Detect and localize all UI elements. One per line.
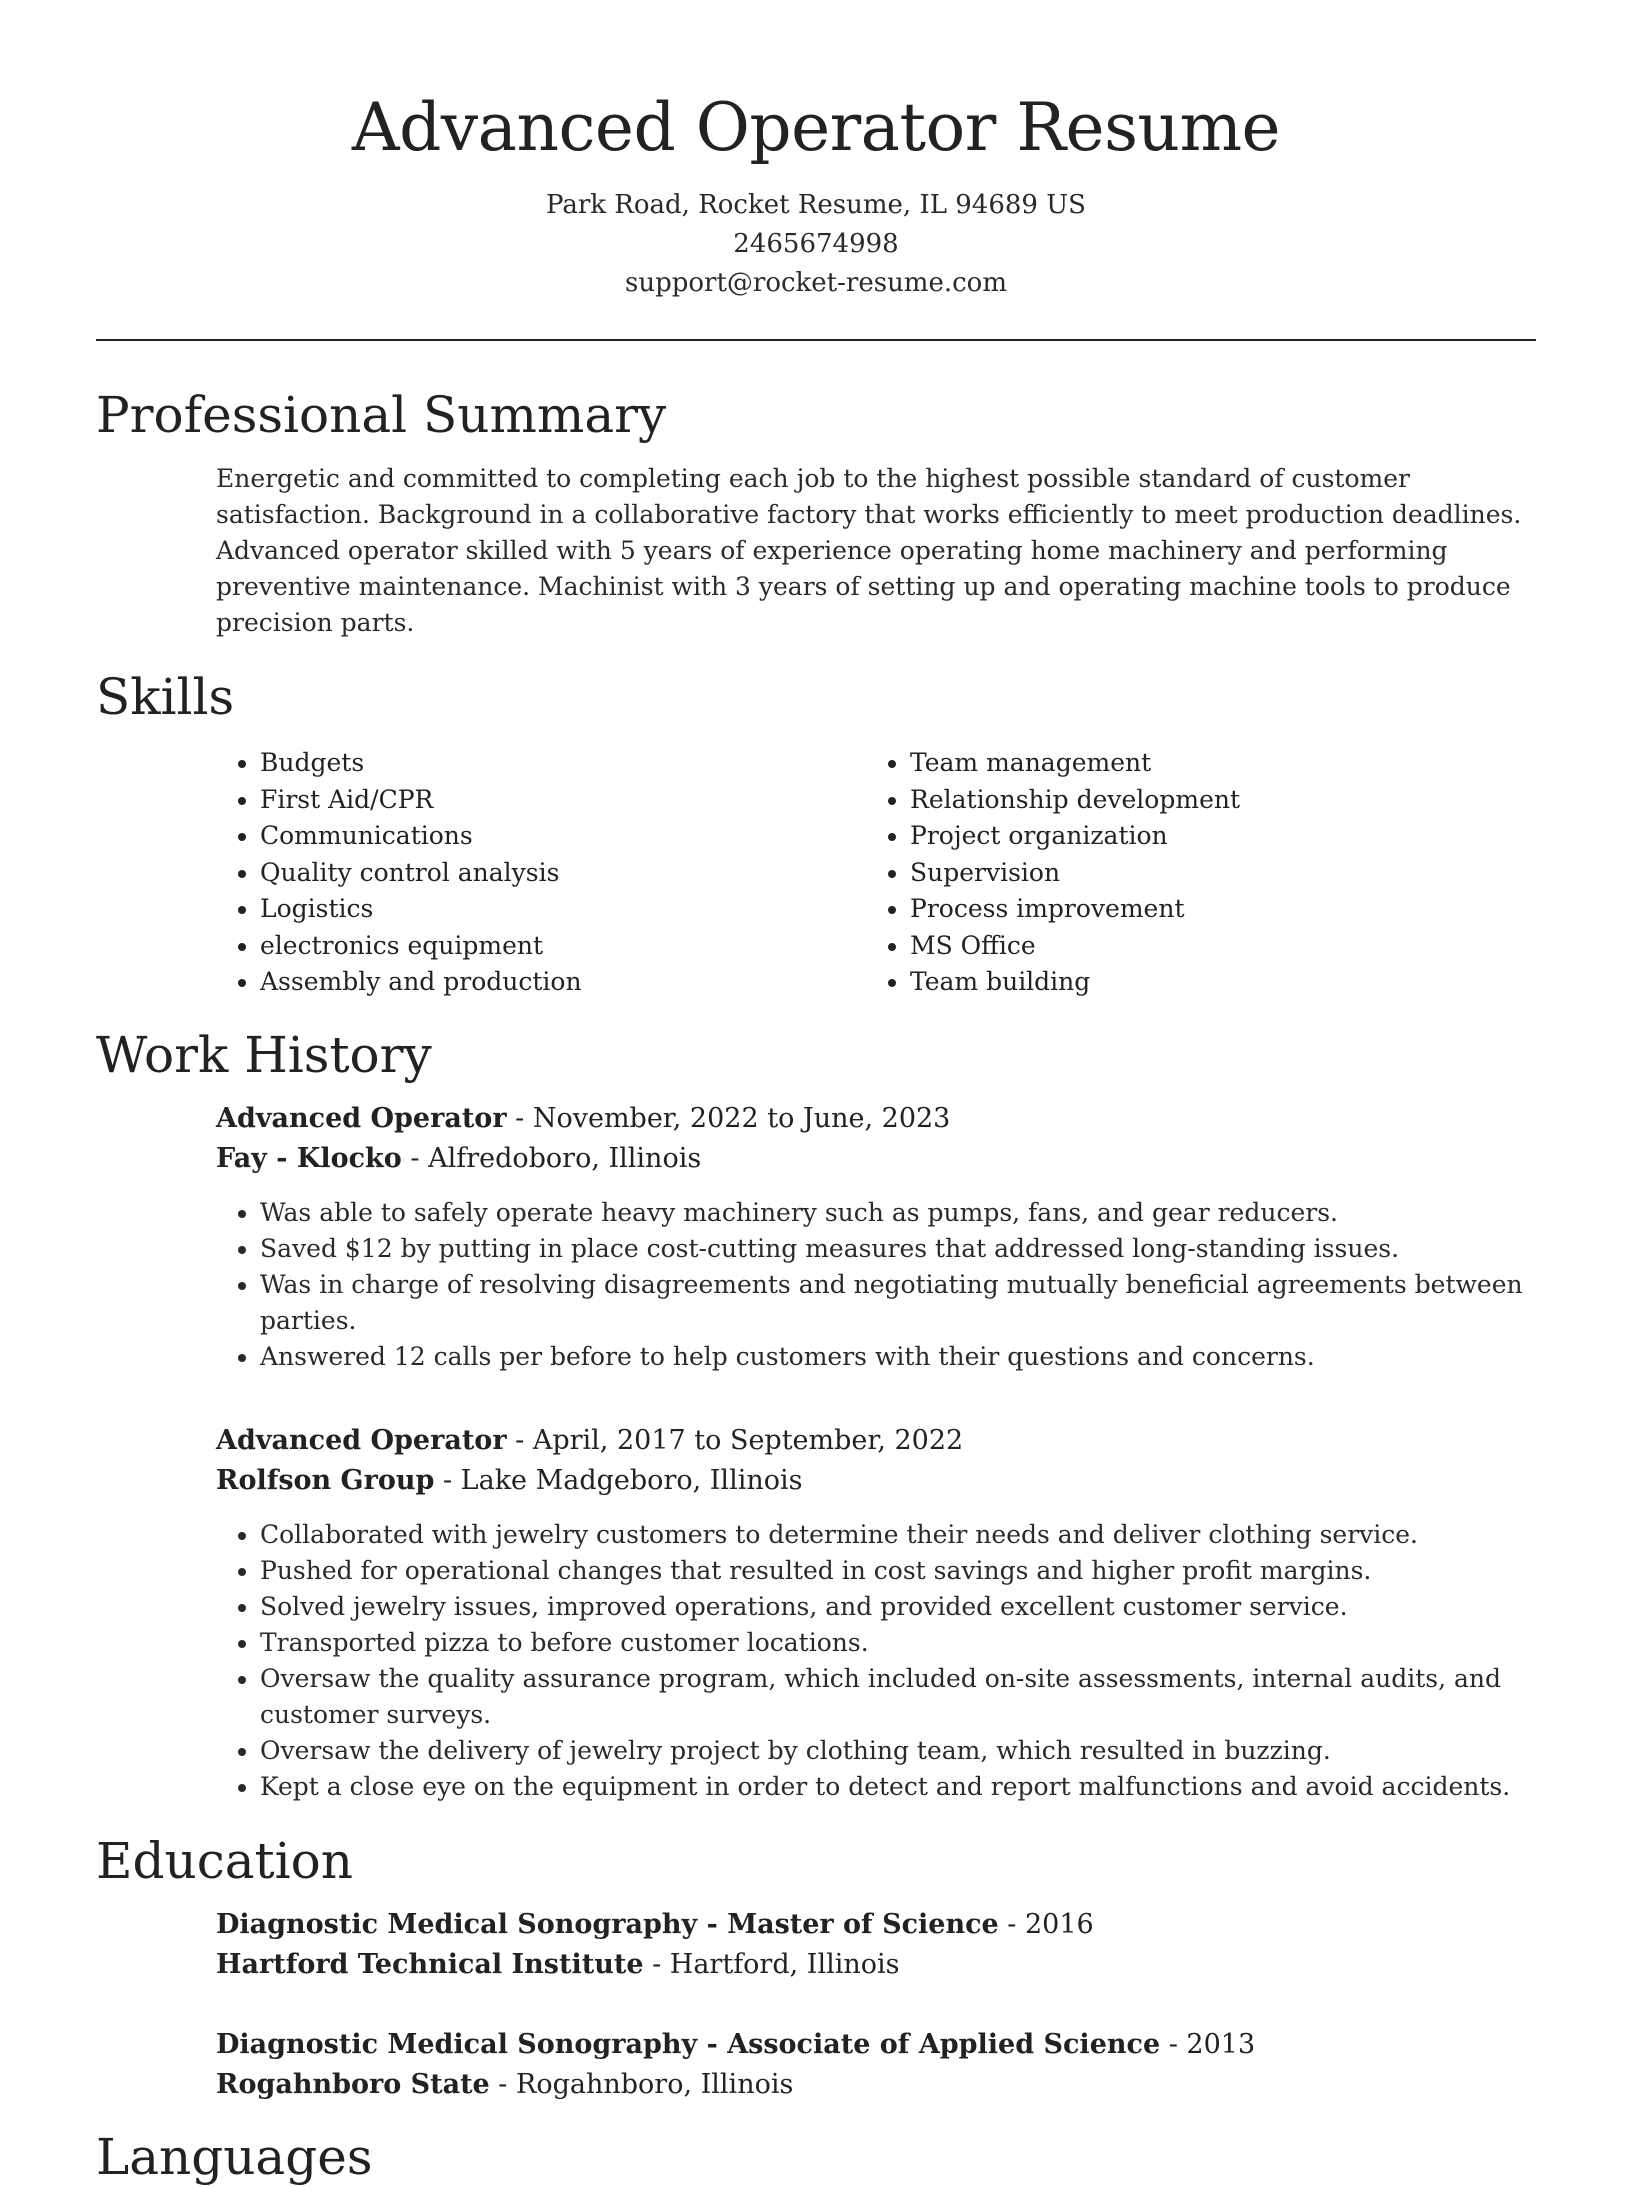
job-title-line (216, 1421, 1536, 1461)
job-bullets (216, 1195, 1536, 1375)
skill-item: • electronics equipment (260, 928, 866, 965)
skill-item: • Relationship development (910, 782, 1516, 819)
resume-header (96, 0, 1536, 303)
skill-item: • Team management (910, 745, 1516, 782)
job-bullet: • Transported pizza to before customer locations. (260, 1625, 1536, 1661)
contact-address: Park Road, Rocket Resume, IL 94689 US (546, 190, 1086, 220)
job-bullets (216, 1517, 1536, 1805)
education-school-line (216, 2065, 1536, 2105)
job-title-line (216, 1099, 1536, 1139)
languages-section (96, 2127, 1536, 2187)
job-bullet: • Pushed for operational changes that resulted in cost savings and higher profit margins. (260, 1553, 1536, 1589)
job-company: Fay - Klocko (216, 1142, 402, 1174)
resume-title: Advanced Operator Resume (351, 89, 1281, 166)
job-bullet: • Solved jewelry issues, improved operations, and provided excellent customer service. (260, 1589, 1536, 1625)
education-location: - Rogahnboro, Illinois (489, 2068, 794, 2100)
job-location: - Lake Madgeboro, Illinois (434, 1464, 803, 1496)
job-company: Rolfson Group (216, 1464, 435, 1496)
skills-heading: Skills (96, 668, 235, 726)
skills-column-right (866, 745, 1516, 1001)
job-title: Advanced Operator (216, 1424, 507, 1456)
job-location: - Alfredoboro, Illinois (401, 1142, 702, 1174)
job-bullet: • Oversaw the quality assurance program, which included on-site assessments, internal audits, and customer surveys. (260, 1661, 1536, 1733)
header-divider (96, 339, 1536, 341)
education-section (96, 1831, 1536, 2105)
summary-text: Energetic and committed to completing each job to the highest possible standard of customer satisfaction. Background in a collaborative factory that works efficiently to meet production deadlines. Advanced operator skilled with 5 years of experience operating home machinery and performing preventive maintenance. Machinist with 3 years of setting up and operating machine tools to produce precision parts. (216, 464, 1522, 637)
education-heading: Education (96, 1831, 353, 1890)
job-bullet: • Kept a close eye on the equipment in order to detect and report malfunctions and avoid accidents. (260, 1769, 1536, 1805)
skill-item: • Project organization (910, 818, 1516, 855)
contact-email: support@rocket-resume.com (624, 268, 1007, 298)
skills-column-left (216, 745, 866, 1001)
job-dates: - April, 2017 to September, 2022 (506, 1424, 964, 1456)
education-entry (96, 1905, 1536, 1985)
education-school: Hartford Technical Institute (216, 1948, 644, 1980)
summary-heading: Professional Summary (96, 386, 667, 444)
job-company-line (216, 1461, 1536, 1501)
job-company-line (216, 1139, 1536, 1179)
job-bullet: • Answered 12 calls per before to help customers with their questions and concerns. (260, 1339, 1536, 1375)
education-degree-line (216, 1905, 1536, 1945)
education-location: - Hartford, Illinois (643, 1948, 900, 1980)
education-degree: Diagnostic Medical Sonography - Master of Science (216, 1908, 999, 1940)
education-degree-line (216, 2025, 1536, 2065)
job-bullet: • Was in charge of resolving disagreements and negotiating mutually beneficial agreements between parties. (260, 1267, 1536, 1339)
skill-item: • Supervision (910, 855, 1516, 892)
education-school-line (216, 1945, 1536, 1985)
contact-block (96, 186, 1536, 303)
education-school: Rogahnboro State (216, 2068, 490, 2100)
skill-item: • Communications (260, 818, 866, 855)
languages-heading: Languages (96, 2127, 373, 2186)
skills-section (96, 667, 1536, 1001)
skill-item: • Process improvement (910, 891, 1516, 928)
skill-item: • Quality control analysis (260, 855, 866, 892)
work-history-heading: Work History (96, 1025, 432, 1084)
job-bullet: • Collaborated with jewelry customers to determine their needs and deliver clothing service. (260, 1517, 1536, 1553)
job-bullet: • Oversaw the delivery of jewelry project by clothing team, which resulted in buzzing. (260, 1733, 1536, 1769)
summary-section (96, 385, 1536, 641)
skill-item: • First Aid/CPR (260, 782, 866, 819)
skill-item: • Budgets (260, 745, 866, 782)
skill-item: • Assembly and production (260, 964, 866, 1001)
education-degree: Diagnostic Medical Sonography - Associate of Applied Science (216, 2028, 1161, 2060)
job-entry (96, 1099, 1536, 1375)
skill-item: • MS Office (910, 928, 1516, 965)
education-year: - 2016 (998, 1908, 1094, 1940)
job-title: Advanced Operator (216, 1102, 507, 1134)
contact-phone: 2465674998 (733, 229, 899, 259)
job-bullet: • Was able to safely operate heavy machinery such as pumps, fans, and gear reducers. (260, 1195, 1536, 1231)
skill-item: • Logistics (260, 891, 866, 928)
work-history-section (96, 1025, 1536, 1805)
skills-grid (96, 745, 1536, 1001)
job-entry (96, 1421, 1536, 1805)
job-dates: - November, 2022 to June, 2023 (506, 1102, 951, 1134)
job-bullet: • Saved $12 by putting in place cost-cutting measures that addressed long-standing issues. (260, 1231, 1536, 1267)
education-year: - 2013 (1160, 2028, 1256, 2060)
education-entry (96, 2025, 1536, 2105)
skill-item: • Team building (910, 964, 1516, 1001)
